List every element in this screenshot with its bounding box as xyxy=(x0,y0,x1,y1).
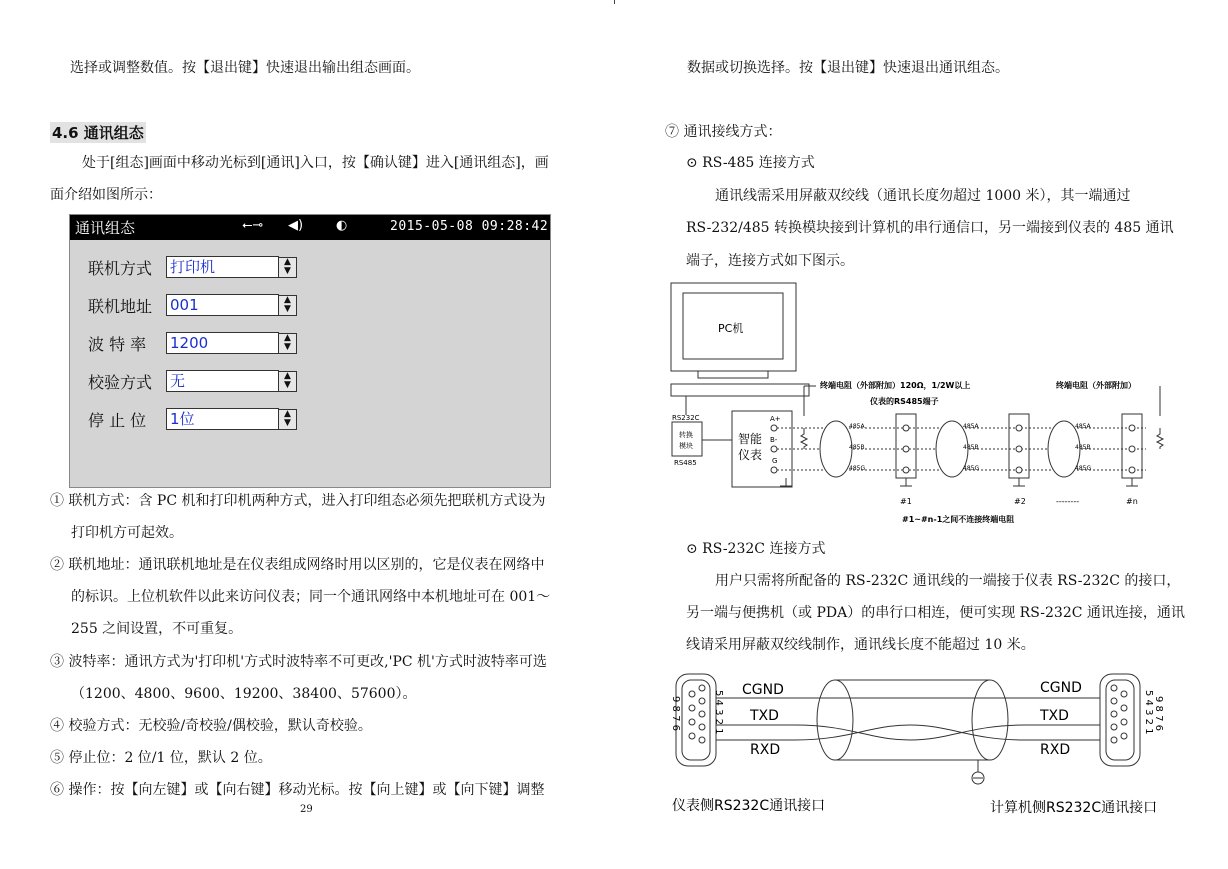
signal-label: TXD xyxy=(1040,708,1069,724)
screen-datetime: 2015-05-08 09:28:42 xyxy=(390,219,549,234)
rs485-wiring-diagram xyxy=(666,280,1178,530)
rs485-heading: ⊙ RS-485 连接方式 xyxy=(686,155,815,171)
record-icon: ◐ xyxy=(336,218,348,233)
pin-label: G xyxy=(772,457,778,465)
field-value[interactable]: 1200 xyxy=(166,332,279,354)
spin-arrows-icon[interactable]: ▲ ▼ xyxy=(278,409,297,430)
signal-label: RXD xyxy=(750,742,781,758)
signal-label: CGND xyxy=(742,682,784,698)
right-top-line: 数据或切换选择。按【退出键】快速退出通讯组态。 xyxy=(687,60,1009,76)
wire-label: 485B xyxy=(963,444,979,451)
node-label: #n xyxy=(1126,497,1138,506)
field-label: 联机方式 xyxy=(88,259,153,278)
list-item: ① 联机方式：含 PC 机和打印机两种方式，进入打印组态必须先把联机方式设为 xyxy=(50,493,546,509)
converter-module xyxy=(672,422,702,456)
page-divider-mark xyxy=(614,0,615,4)
signal-label: TXD xyxy=(750,708,779,724)
field-label: 停 止 位 xyxy=(88,411,147,430)
spin-arrows-icon[interactable]: ▲ ▼ xyxy=(278,333,297,354)
speaker-icon: ◀) xyxy=(288,218,304,233)
caption-left: 仪表侧RS232C通讯接口 xyxy=(672,798,826,814)
pin-label: B- xyxy=(770,436,778,444)
screen-title: 通讯组态 xyxy=(75,219,136,237)
field-label: 波 特 率 xyxy=(88,335,147,354)
spin-arrows-icon[interactable]: ▲ ▼ xyxy=(278,257,297,278)
wire-label: 485A xyxy=(849,423,865,430)
usb-icon: ⭠⊸ xyxy=(242,218,264,233)
wire-label: 485A xyxy=(1075,423,1091,430)
page-number: 29 xyxy=(300,804,313,815)
rs232c-label: RS232C xyxy=(672,414,700,422)
cable-shield xyxy=(817,680,853,760)
terminal-resistor-note-1: 终端电阻（外部附加）120Ω，1/2W以上 xyxy=(820,381,971,390)
intro-line-1: 处于[组态]画面中移动光标到[通讯]入口，按【确认键】进入[通讯组态]，画 xyxy=(82,155,549,171)
pin-label: A+ xyxy=(770,415,781,423)
node-label: #2 xyxy=(1014,497,1026,506)
list-item: 255 之间设置，不可重复。 xyxy=(71,621,243,637)
section-heading: 4.6 通讯组态 xyxy=(52,124,144,142)
intro-line-2: 面介绍如图所示： xyxy=(50,187,162,203)
rs485-para-2: RS-232/485 转换模块接到计算机的串行通信口，另一端接到仪表的 485 通讯 xyxy=(686,220,1174,236)
screen-titlebar xyxy=(70,215,550,240)
terminal-block-title: 仪表的RS485端子 xyxy=(870,397,939,406)
node-label: #1 xyxy=(900,497,912,506)
pc-base xyxy=(671,384,809,396)
spin-arrows-icon[interactable]: ▲ ▼ xyxy=(278,295,297,316)
list-item: ④ 校验方式：无校验/奇校验/偶校验，默认奇校验。 xyxy=(50,718,372,734)
rs485-para-3: 端子，连接方式如下图示。 xyxy=(686,253,854,269)
diagram-note: #1~#n-1之间不连接终端电阻 xyxy=(902,515,1015,524)
field-value[interactable]: 001 xyxy=(166,294,279,316)
wire-label: 485G xyxy=(1075,465,1092,472)
wire-label: 485A xyxy=(963,423,979,430)
terminal-resistor-note-2: 终端电阻（外部附加） xyxy=(1056,381,1136,390)
converter-label-1: 转换 xyxy=(679,431,693,439)
comm-config-screen xyxy=(69,214,551,488)
pin-numbers: 5 4 3 2 1 xyxy=(1143,690,1154,735)
signal-label: RXD xyxy=(1040,742,1071,758)
list-item: ⑤ 停止位：2 位/1 位，默认 2 位。 xyxy=(50,750,272,766)
node-label: -------- xyxy=(1056,497,1080,506)
list-item: 打印机方可起效。 xyxy=(71,525,183,541)
field-value[interactable]: 无 xyxy=(166,370,279,392)
list-item: 的标识。上位机软件以此来访问仪表；同一个通讯网络中本机地址可在 001～ xyxy=(71,589,551,605)
wire-label: 485B xyxy=(849,444,865,451)
wire-label: 485G xyxy=(849,465,866,472)
meter-label-2: 仪表 xyxy=(738,448,763,462)
list-item: （1200、4800、9600、19200、38400、57600）。 xyxy=(71,686,417,702)
list-item: ⑥ 操作：按【向左键】或【向右键】移动光标。按【向上键】或【向下键】调整 xyxy=(50,782,545,798)
wire-label: 485B xyxy=(1075,444,1091,451)
signal-label: CGND xyxy=(1040,680,1082,696)
rs485-label: RS485 xyxy=(674,459,697,467)
rs232-para-2: 另一端与便携机（或 PDA）的串行口相连，便可实现 RS-232C 通讯连接，通讯 xyxy=(686,605,1185,621)
field-value[interactable]: 1位 xyxy=(166,408,279,430)
left-top-line: 选择或调整数值。按【退出键】快速退出输出组态画面。 xyxy=(70,60,420,76)
pin-numbers: 9 8 7 6 xyxy=(1153,696,1164,731)
pin-numbers: 5 4 3 2 1 xyxy=(713,690,724,735)
rs232-wiring-diagram xyxy=(670,668,1176,818)
list-item: ③ 波特率：通讯方式为'打印机'方式时波特率不可更改,'PC 机'方式时波特率可选 xyxy=(50,654,547,670)
spin-arrows-icon[interactable]: ▲ ▼ xyxy=(278,371,297,392)
pc-label: PC机 xyxy=(718,322,744,335)
caption-right: 计算机侧RS232C通讯接口 xyxy=(990,800,1158,816)
rs232-para-1: 用户只需将所配备的 RS-232C 通讯线的一端接于仪表 RS-232C 的接口， xyxy=(715,573,1181,589)
pin-numbers: 9 8 7 6 xyxy=(670,696,681,731)
rs485-para-1: 通讯线需采用屏蔽双绞线（通讯长度勿超过 1000 米），其一端通过 xyxy=(715,188,1131,204)
field-label: 校验方式 xyxy=(88,373,153,392)
rs232-heading: ⊙ RS-232C 连接方式 xyxy=(686,541,826,557)
converter-label-2: 模块 xyxy=(679,442,693,450)
list-item: ② 联机地址：通讯联机地址是在仪表组成网络时用以区别的，它是仪表在网络中 xyxy=(50,557,545,573)
cable-shield xyxy=(972,680,1008,760)
item-7: ⑦ 通讯接线方式： xyxy=(665,124,782,140)
meter-label-1: 智能 xyxy=(738,432,763,446)
rs232-para-3: 线请采用屏蔽双绞线制作，通讯线长度不能超过 10 米。 xyxy=(686,637,1035,653)
field-label: 联机地址 xyxy=(88,297,153,316)
wire-label: 485G xyxy=(963,465,980,472)
cable-shield xyxy=(820,421,852,477)
field-value[interactable]: 打印机 xyxy=(166,256,279,278)
